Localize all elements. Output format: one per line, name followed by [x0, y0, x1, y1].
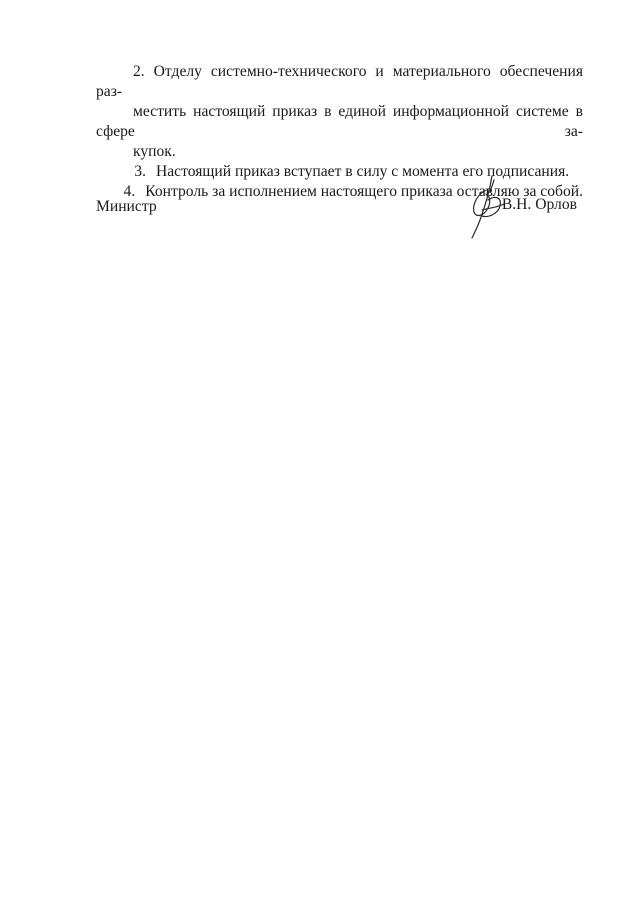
paragraph-2-line-3: купок.	[133, 143, 176, 160]
signature-block	[96, 198, 583, 248]
signer-position: Министр	[96, 198, 157, 215]
list-item-4-text: Контроль за исполнением настоящего приказа оставляю за собой.	[145, 183, 583, 200]
paragraph-2-line-1: 2. Отделу системно-технического и материального обеспечения раз-	[96, 63, 583, 100]
list-item-3	[96, 162, 583, 182]
paragraph-2-line-2: местить настоящий приказ в единой информационной системе в сфере за-	[96, 103, 583, 140]
list-item-3-number: 3.	[134, 163, 146, 180]
list-item-4-number: 4.	[123, 183, 136, 200]
signer-name: В.Н. Орлов	[501, 196, 577, 213]
paragraph-2	[96, 62, 583, 162]
order-body	[96, 62, 583, 202]
list-item-3-text: Настоящий приказ вступает в силу с момента его подписания.	[156, 163, 570, 180]
